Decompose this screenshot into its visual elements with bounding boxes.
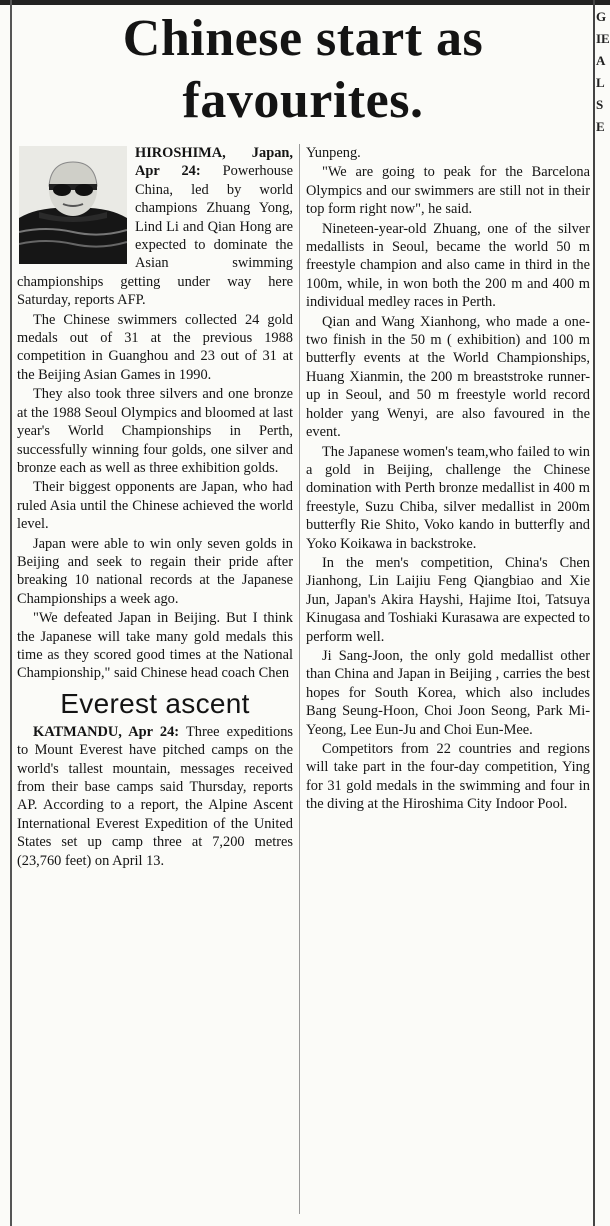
- left-column: [17, 144, 293, 871]
- right-column: [306, 144, 590, 815]
- paragraph: The Japanese women's team,who failed to win a gold in Beijing, challenge the Chinese domination with Perth bronze medallist in 400 m freestyle, Suzu Chiba, silver medallist in 200m butterfly Rie Shito, Voko kando in butterfly and Yoko Koikawa in backstroke.: [306, 443, 590, 552]
- second-dateline: KATMANDU, Apr 24:: [33, 723, 180, 740]
- headline: Chinese start as favourites.: [122, 10, 484, 129]
- second-article-body: [17, 723, 293, 870]
- paragraph: In the men's competition, China's Chen Jianhong, Lin Laijiu Feng Qiangbiao and Xie Jun, Japan's Akira Hayshi, Hajime Itoi, Tatsuya Kinugasa and Toshiaki Kurasawa are expected to perform well.: [306, 554, 590, 645]
- paragraph: The Chinese swimmers collected 24 gold medals out of 31 at the previous 1988 competition in Guanghou and 23 out of 31 at the Beijing Asian Games in 1990.: [17, 311, 293, 383]
- paragraph: They also took three silvers and one bronze at the 1988 Seoul Olympics and bloomed at last year's World Championships in Perth, successfully winning four golds, one silver and bronze each as well as three exhibition golds.: [17, 386, 293, 476]
- swimmer-photo-icon: [19, 146, 127, 264]
- paragraph-text: Powerhouse China, led by world champions Zhuang Yong, Lind Li and Qian Hong are expected to dominate the Asian swimming championships getting under way here Saturday, reports AFP.: [17, 163, 293, 309]
- second-article-text: Three expeditions to Mount Everest have pitched camps on the world's tallest mountain, messages received from their base camps said Thursday, reports AP. According to a report, the Alpine Ascent International Everest Expedition of the United States set up camp three at 7,200 metres (23,760 feet) on April 13.: [17, 723, 293, 869]
- second-headline: Everest ascent: [60, 687, 250, 719]
- top-rule: [0, 0, 610, 5]
- paragraph: Competitors from 22 countries and regions will take part in the four-day competition, Ying for 31 gold medals in the swimming and four in the diving at the Hiroshima City Indoor Pool.: [306, 741, 590, 813]
- adjacent-column-edge: GIEALSE: [596, 9, 610, 134]
- paragraph: Qian and Wang Xianhong, who made a one-two finish in the 50 m ( exhibition) and 100 m butterfly events at the World Championships, Huang Xianmin, the 200 m breaststroke runner-up in Seoul, and 50 m freestyle world record holder yang Wenyi, are also favoured in the event.: [306, 313, 590, 441]
- paragraph: Their biggest opponents are Japan, who had ruled Asia until the Chinese achieved the world level.: [17, 479, 293, 533]
- column-divider: [299, 144, 300, 1214]
- paragraph: Ji Sang-Joon, the only gold medallist other than China and Japan in Beijing , carries the best hopes for South Korea, which also includes Bang Seung-Hoon, Choi Joon Seong, Park Mi-Yeong, Lee Eun-Ju and Choi Eun-Mee.: [306, 647, 590, 738]
- right-rule: [593, 0, 595, 1226]
- paragraph: "We are going to peak for the Barcelona Olympics and our swimmers are still not in their top form right now", he said.: [306, 164, 590, 218]
- paragraph: Yunpeng.: [306, 145, 361, 161]
- paragraph: Nineteen-year-old Zhuang, one of the silver medallists in Seoul, became the world 50 m freestyle champion and also came in third in the 100m, while, in won both the 200 m and 400 m individual medley races in Perth.: [306, 220, 590, 311]
- left-rule: [10, 0, 12, 1226]
- dateline: HIROSHIMA, Japan, Apr 24:: [135, 145, 293, 180]
- paragraph: "We defeated Japan in Beijing. But I think the Japanese will take many gold medals this time as they scored good times at the National Championship," said Chinese head coach Chen: [17, 610, 293, 682]
- paragraph: Japan were able to win only seven golds in Beijing and seek to regain their pride after breaking 10 national records at the Japanese Championships a week ago.: [17, 535, 293, 607]
